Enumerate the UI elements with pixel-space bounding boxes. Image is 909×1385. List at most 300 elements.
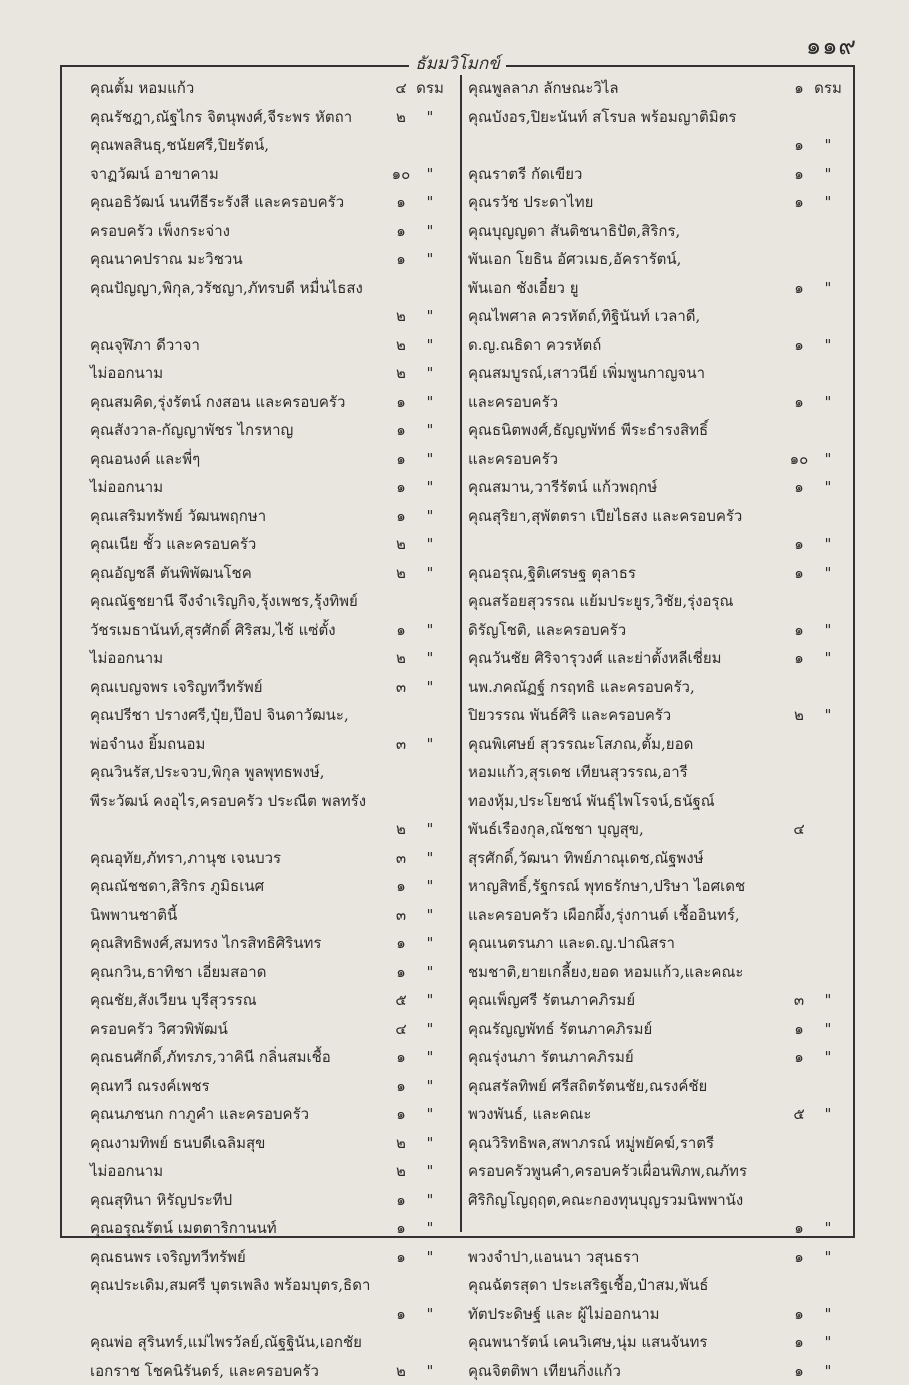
donor-name: คุณนาคปราณ มะวิชวน	[90, 245, 243, 274]
donor-line	[468, 331, 854, 360]
donation-amount: ๑	[784, 1015, 814, 1044]
donation-unit: "	[410, 1015, 450, 1044]
donation-unit: "	[410, 359, 450, 388]
donation-unit: "	[808, 1214, 848, 1243]
donor-line	[90, 502, 440, 531]
donation-amount: ๑	[784, 473, 814, 502]
donation-unit: ดรม	[808, 74, 848, 103]
donor-line	[90, 587, 440, 616]
donor-line	[90, 872, 440, 901]
donor-line	[468, 986, 854, 1015]
donation-unit: "	[808, 616, 848, 645]
donor-line	[468, 302, 854, 331]
donor-line	[90, 1214, 440, 1243]
donor-line	[90, 1129, 440, 1158]
donation-amount: ๑	[784, 188, 814, 217]
donor-name: พันธ์เรืองกุล,ณัชชา บุญสุข,	[468, 815, 644, 844]
donor-line	[468, 160, 854, 189]
donor-name: และครอบครัว เผือกผึ้ง,รุ่งกานต์ เชื้ออินทร์,	[468, 901, 740, 930]
donation-unit: "	[410, 644, 450, 673]
donor-line	[90, 416, 440, 445]
donation-amount: ๒	[386, 1157, 416, 1186]
donor-name: คุณสังวาล-กัญญาพัชร ไกรหาญ	[90, 416, 293, 445]
donation-amount: ๓	[386, 730, 416, 759]
donor-name: คุณกวิน,ธาทิชา เอี่ยมสอาด	[90, 958, 266, 987]
donation-unit: "	[808, 1300, 848, 1329]
donation-amount: ๒	[386, 1357, 416, 1385]
donor-line	[468, 1129, 854, 1158]
donor-line	[90, 245, 440, 274]
donor-line	[90, 103, 440, 132]
donor-name: คุณณัฐชยานี จึงจำเริญกิจ,รุ้งเพชร,รุ้งทิพย์	[90, 587, 358, 616]
donor-name: คุณพูลลาภ ลักษณะวิไล	[468, 74, 619, 103]
donor-line	[468, 1271, 854, 1300]
donation-amount: ๑	[386, 188, 416, 217]
donor-line	[468, 502, 854, 531]
column-divider	[460, 75, 462, 1232]
donation-unit: "	[808, 1015, 848, 1044]
donation-amount: ๑	[386, 502, 416, 531]
donor-line	[90, 359, 440, 388]
donor-name: คุณงามทิพย์ ธนบดีเฉลิมสุข	[90, 1129, 265, 1158]
donation-amount: ๑	[386, 616, 416, 645]
donor-line	[90, 1328, 440, 1357]
donor-line	[90, 644, 440, 673]
donor-line	[468, 245, 854, 274]
donation-amount: ๑	[784, 1243, 814, 1272]
donation-unit: "	[410, 160, 450, 189]
donation-amount: ๑	[784, 530, 814, 559]
donation-amount: ๔	[784, 815, 814, 844]
donor-name: ครอบครัว เพ็งกระจ่าง	[90, 217, 230, 246]
donor-name: คุณรวัช ประดาไทย	[468, 188, 593, 217]
donor-name: ไม่ออกนาม	[90, 473, 163, 502]
donor-line	[468, 103, 854, 132]
donor-name: ไม่ออกนาม	[90, 359, 163, 388]
donor-name: นพ.ภคณัฏฐ์ กรฤทธิ และครอบครัว,	[468, 673, 695, 702]
donor-line	[90, 958, 440, 987]
donor-name: คุณอธิวัฒน์ นนทีธีระรังสี และครอบครัว	[90, 188, 344, 217]
donation-amount: ๓	[386, 844, 416, 873]
donor-line	[90, 901, 440, 930]
donation-amount: ๑	[386, 245, 416, 274]
donor-line	[468, 644, 854, 673]
donor-name: เอกราช โชคนิรันดร์, และครอบครัว	[90, 1357, 319, 1385]
donation-unit: "	[808, 188, 848, 217]
donation-unit: "	[808, 274, 848, 303]
donor-line	[90, 1072, 440, 1101]
donor-name: พวงพันธ์, และคณะ	[468, 1100, 591, 1129]
donor-name: คุณณัชชดา,สิริกร ภูมิธเนศ	[90, 872, 264, 901]
donor-name: คุณบังอร,ปิยะนันท์ สโรบล พร้อมญาติมิตร	[468, 103, 736, 132]
donation-unit: "	[808, 388, 848, 417]
donation-amount: ๑	[784, 274, 814, 303]
donor-line	[90, 929, 440, 958]
donor-line	[468, 1015, 854, 1044]
donation-amount: ๑	[784, 1328, 814, 1357]
donor-name: ดิรัญโชติ, และครอบครัว	[468, 616, 626, 645]
donation-amount: ๕	[386, 986, 416, 1015]
donor-name: คุณพ่อ สุรินทร์,แม่ไพรวัลย์,ณัฐฐินัน,เอกชัย	[90, 1328, 362, 1357]
donor-name: คุณทวี ณรงค์เพชร	[90, 1072, 210, 1101]
donor-line	[468, 1214, 854, 1243]
donor-line	[468, 929, 854, 958]
donor-line	[468, 701, 854, 730]
donor-name: คุณวินรัส,ประจวบ,พิกุล พูลพุทธพงษ์,	[90, 758, 325, 787]
donation-unit: "	[410, 901, 450, 930]
donation-unit: "	[410, 1043, 450, 1072]
donor-line	[468, 388, 854, 417]
donation-amount: ๑	[784, 644, 814, 673]
donor-line	[90, 131, 440, 160]
donation-amount: ๑	[386, 1043, 416, 1072]
donor-name: หอมแก้ว,สุรเดช เทียนสุวรรณ,อารี	[468, 758, 688, 787]
donation-amount: ๑	[386, 416, 416, 445]
donor-line	[90, 331, 440, 360]
donor-line	[468, 1328, 854, 1357]
donor-name: คุณอรุณรัตน์ เมตตาริกานนท์	[90, 1214, 277, 1243]
donor-name: คุณสมาน,วารีรัตน์ แก้วพฤกษ์	[468, 473, 657, 502]
donation-amount: ๑	[784, 388, 814, 417]
donation-unit: "	[410, 815, 450, 844]
donor-line	[468, 901, 854, 930]
donor-line	[468, 673, 854, 702]
donation-unit: "	[808, 986, 848, 1015]
donor-name: ทัตประดิษฐ์ และ ผู้ไม่ออกนาม	[468, 1300, 660, 1329]
donation-amount: ๑	[784, 1357, 814, 1385]
donor-line	[90, 559, 440, 588]
donation-unit: "	[410, 1300, 450, 1329]
donation-amount: ๑	[386, 388, 416, 417]
donation-amount: ๔	[386, 74, 416, 103]
donation-unit: "	[410, 445, 450, 474]
donor-name: คุณธนพร เจริญทวีทรัพย์	[90, 1243, 246, 1272]
donor-line	[90, 274, 440, 303]
donor-name: คุณสุริยา,สุพัตตรา เปียไธสง และครอบครัว	[468, 502, 742, 531]
donor-name: ด.ญ.ณธิดา ควรหัตถ์	[468, 331, 601, 360]
donor-line	[90, 74, 440, 103]
donor-line	[468, 416, 854, 445]
donation-amount: ๒	[386, 103, 416, 132]
donation-unit: "	[808, 1043, 848, 1072]
donation-unit: "	[410, 302, 450, 331]
donor-name: คุณชัย,สังเวียน บุรีสุวรรณ	[90, 986, 257, 1015]
donation-amount: ๑	[386, 445, 416, 474]
donor-line	[468, 958, 854, 987]
donor-line	[90, 217, 440, 246]
donor-line	[468, 844, 854, 873]
donor-line	[90, 673, 440, 702]
donation-amount: ๑๐	[784, 445, 814, 474]
donor-line	[468, 872, 854, 901]
donation-amount: ๑	[386, 1300, 416, 1329]
donation-amount: ๑๐	[386, 160, 416, 189]
donor-name: วัชรเมธานันท์,สุรศักดิ์ ศิริสม,ไช้ แซ่ตั้ง	[90, 616, 336, 645]
left-donor-column	[90, 74, 440, 1385]
donor-name: คุณธนศักดิ์,ภัทรภร,วาคินี กลิ่นสมเชื้อ	[90, 1043, 331, 1072]
donor-name: คุณเบญจพร เจริญทวีทรัพย์	[90, 673, 263, 702]
donation-amount: ๑	[784, 1214, 814, 1243]
donor-line	[468, 1100, 854, 1129]
donation-amount: ๑	[386, 958, 416, 987]
donor-line	[90, 730, 440, 759]
donor-name: คุณรุ่งนภา รัตนภาคภิรมย์	[468, 1043, 634, 1072]
donor-line	[468, 530, 854, 559]
donor-name: คุณเพ็ญศรี รัตนภาคภิรมย์	[468, 986, 635, 1015]
donor-name: คุณเนีย ชั้ว และครอบครัว	[90, 530, 256, 559]
donor-name: คุณรัญญพัทธ์ รัตนภาคภิรมย์	[468, 1015, 652, 1044]
donation-unit: "	[410, 673, 450, 702]
donor-name: คุณสิทธิพงศ์,สมทรง ไกรสิทธิศิรินทร	[90, 929, 321, 958]
donation-unit: "	[410, 502, 450, 531]
right-donor-column	[468, 74, 854, 1385]
donation-unit: "	[410, 1214, 450, 1243]
donor-name: ครอบครัวพูนคำ,ครอบครัวเผื่อนพิภพ,ณภัทร	[468, 1157, 747, 1186]
donor-line	[90, 473, 440, 502]
donor-name: คุณอัญชลี ตันพิพัฒนโชค	[90, 559, 252, 588]
donation-amount: ๑	[386, 1072, 416, 1101]
donation-unit: "	[410, 1072, 450, 1101]
donation-amount: ๑	[386, 1214, 416, 1243]
donor-line	[468, 188, 854, 217]
donor-line	[468, 559, 854, 588]
donation-amount: ๑	[784, 160, 814, 189]
donation-amount: ๒	[386, 302, 416, 331]
donor-line	[90, 1271, 440, 1300]
donor-name: ไม่ออกนาม	[90, 644, 163, 673]
donation-unit: "	[410, 1157, 450, 1186]
donation-amount: ๓	[784, 986, 814, 1015]
donation-amount: ๒	[386, 559, 416, 588]
donation-amount: ๒	[386, 644, 416, 673]
donor-name: คุณอุทัย,ภัทรา,ภานุช เจนบวร	[90, 844, 281, 873]
donor-name: จาฏวัฒน์ อาขาคาม	[90, 160, 219, 189]
donation-unit: "	[410, 616, 450, 645]
donor-name: คุณสุทินา หิรัญประทีป	[90, 1186, 232, 1215]
donor-name: นิพพานชาตินี้	[90, 901, 177, 930]
donor-name: คุณตั้ม หอมแก้ว	[90, 74, 194, 103]
donation-unit: "	[808, 131, 848, 160]
donor-name: คุณวันชัย ศิริจารุวงศ์ และย่าตั้งหลีเชี่ยม	[468, 644, 722, 673]
donation-amount: ๑	[784, 559, 814, 588]
donor-line	[468, 787, 854, 816]
donor-name: พีระวัฒน์ คงอุไร,ครอบครัว ประณีต พลทรัง	[90, 787, 366, 816]
donation-unit: "	[410, 730, 450, 759]
donor-line	[468, 1243, 854, 1272]
donation-amount: ๑	[386, 929, 416, 958]
donor-line	[468, 1300, 854, 1329]
donor-line	[90, 445, 440, 474]
donor-name: พันเอก โยธิน อัศวเมธ,อัครารัตน์,	[468, 245, 681, 274]
donation-unit: "	[808, 1243, 848, 1272]
donor-line	[90, 758, 440, 787]
donor-line	[90, 1043, 440, 1072]
donor-name: คุณปรีชา ปรางศรี,ปุ๋ย,ป๊อป จินดาวัฒนะ,	[90, 701, 349, 730]
donor-line	[468, 616, 854, 645]
donor-line	[468, 131, 854, 160]
donation-amount: ๔	[386, 1015, 416, 1044]
donation-unit: "	[410, 872, 450, 901]
donor-line	[90, 1186, 440, 1215]
header-title: ธัมมวิโมกข์	[409, 54, 506, 74]
donation-amount: ๒	[386, 331, 416, 360]
donation-unit: "	[808, 701, 848, 730]
donor-line	[90, 530, 440, 559]
donor-line	[90, 1100, 440, 1129]
donor-name: และครอบครัว	[468, 388, 558, 417]
donor-line	[468, 359, 854, 388]
donor-name: ชมชาติ,ยายเกลี้ยง,ยอด หอมแก้ว,และคณะ	[468, 958, 743, 987]
donation-unit: "	[410, 188, 450, 217]
donation-unit: "	[808, 445, 848, 474]
donation-amount: ๑	[784, 1300, 814, 1329]
donation-amount: ๓	[386, 673, 416, 702]
donation-unit: "	[808, 530, 848, 559]
donation-amount: ๑	[784, 331, 814, 360]
donor-name: คุณสรัลทิพย์ ศรีสถิตรัตนชัย,ณรงค์ชัย	[468, 1072, 707, 1101]
donor-line	[468, 473, 854, 502]
donation-unit: "	[410, 245, 450, 274]
donation-unit: "	[808, 473, 848, 502]
donation-unit: "	[410, 473, 450, 502]
donor-line	[90, 302, 440, 331]
donor-name: ทองหุ้ม,ประโยชน์ พันธุ์ไพโรจน์,ธนัฐณ์	[468, 787, 715, 816]
donor-name: คุณสมบูรณ์,เสาวนีย์ เพิ่มพูนกาญจนา	[468, 359, 705, 388]
donor-name: ปิยวรรณ พันธ์ศิริ และครอบครัว	[468, 701, 671, 730]
donor-line	[468, 815, 854, 844]
donation-unit: "	[410, 331, 450, 360]
donation-amount: ๑	[784, 74, 814, 103]
donor-line	[468, 274, 854, 303]
donor-name: คุณไพศาล ควรหัตถ์,ทิฐินันท์ เวลาดี,	[468, 302, 700, 331]
donation-amount: ๓	[386, 901, 416, 930]
donor-line	[90, 188, 440, 217]
donor-name: ไม่ออกนาม	[90, 1157, 163, 1186]
donor-line	[90, 388, 440, 417]
donation-amount: ๑	[386, 473, 416, 502]
donor-name: คุณฉัตรสุดา ประเสริฐเชื้อ,ป๋าสม,พันธ์	[468, 1271, 708, 1300]
donor-line	[90, 1357, 440, 1385]
donation-amount: ๑	[386, 872, 416, 901]
donor-line	[90, 986, 440, 1015]
donor-name: คุณธนิตพงศ์,ธัญญพัทธ์ พีระธำรงสิทธิ์	[468, 416, 708, 445]
donor-name: คุณอรุณ,ฐิติเศรษฐ ตุลาธร	[468, 559, 636, 588]
donation-unit: "	[410, 217, 450, 246]
donor-line	[468, 1157, 854, 1186]
donation-amount: ๒	[386, 359, 416, 388]
donation-unit: "	[410, 388, 450, 417]
donor-line	[468, 1043, 854, 1072]
donor-name: คุณวิริทธิพล,สพาภรณ์ หมู่พยัคฆ์,ราตรี	[468, 1129, 714, 1158]
donation-unit: "	[410, 1357, 450, 1385]
donation-unit: "	[410, 1100, 450, 1129]
donation-amount: ๒	[784, 701, 814, 730]
donor-line	[468, 445, 854, 474]
donor-line	[90, 160, 440, 189]
donation-unit: "	[410, 416, 450, 445]
donor-name: พันเอก ชังเอี๋ยว ยู	[468, 274, 579, 303]
donation-amount: ๑	[784, 616, 814, 645]
donation-amount: ๑	[784, 131, 814, 160]
donor-name: คุณเสริมทรัพย์ วัฒนพฤกษา	[90, 502, 266, 531]
donor-name: คุณจุฬิภา ดีวาจา	[90, 331, 200, 360]
page-number: ๑๑๙	[806, 26, 857, 65]
donor-line	[468, 1357, 854, 1385]
donor-name: คุณเนตรนภา และด.ญ.ปาณิสรา	[468, 929, 675, 958]
donor-line	[90, 1243, 440, 1272]
donor-name: คุณอนงค์ และพี่ๆ	[90, 445, 200, 474]
donation-amount: ๕	[784, 1100, 814, 1129]
donor-line	[468, 587, 854, 616]
donation-unit: "	[410, 1129, 450, 1158]
donation-unit: "	[410, 559, 450, 588]
donation-unit: "	[808, 1328, 848, 1357]
donor-name: คุณจิตติพา เทียนกิ่งแก้ว	[468, 1357, 621, 1385]
donor-line	[90, 1015, 440, 1044]
donation-unit: "	[410, 986, 450, 1015]
donor-name: คุณสมคิด,รุ่งรัตน์ กงสอน และครอบครัว	[90, 388, 345, 417]
donor-name: พวงจำปา,แอนนา วสุนธรา	[468, 1243, 639, 1272]
donation-amount: ๒	[386, 530, 416, 559]
donor-line	[468, 730, 854, 759]
donor-line	[468, 1072, 854, 1101]
donation-unit: "	[808, 1357, 848, 1385]
donation-amount: ๒	[386, 815, 416, 844]
donation-unit: "	[410, 929, 450, 958]
donor-name: ครอบครัว วิศวพิพัฒน์	[90, 1015, 228, 1044]
donation-unit: "	[410, 844, 450, 873]
donation-amount: ๑	[784, 1043, 814, 1072]
donor-line	[468, 74, 854, 103]
donor-name: พ่อจำนง ยิ้มถนอม	[90, 730, 205, 759]
donation-amount: ๒	[386, 1129, 416, 1158]
donor-name: คุณพนารัตน์ เคนวิเศษ,นุ่ม แสนจันทร	[468, 1328, 707, 1357]
donor-name: และครอบครัว	[468, 445, 558, 474]
donor-line	[90, 844, 440, 873]
donation-unit: "	[808, 559, 848, 588]
donor-name: คุณปัญญา,พิกุล,วรัชญา,ภัทรบดี หมื่นไธสง	[90, 274, 363, 303]
donor-line	[90, 701, 440, 730]
donor-line	[90, 787, 440, 816]
donation-unit: ดรม	[410, 74, 450, 103]
donor-line	[90, 1300, 440, 1329]
donor-name: คุณราตรี กัดเขียว	[468, 160, 582, 189]
donation-unit: "	[410, 530, 450, 559]
donor-line	[90, 815, 440, 844]
donation-amount: ๑	[386, 1243, 416, 1272]
donor-name: คุณนภชนก กาภูคำ และครอบครัว	[90, 1100, 309, 1129]
donor-name: คุณประเดิม,สมศรี บุตรเพลิง พร้อมบุตร,ธิดา	[90, 1271, 370, 1300]
donation-amount: ๑	[386, 1100, 416, 1129]
donation-amount: ๑	[386, 1186, 416, 1215]
donor-name: คุณพิเศษย์ สุวรรณะโสภณ,ตั้ม,ยอด	[468, 730, 693, 759]
donor-line	[90, 616, 440, 645]
donor-name: คุณพลสินธุ,ชนัยศรี,ปิยรัตน์,	[90, 131, 269, 160]
donor-name: คุณสร้อยสุวรรณ แย้มประยูร,วิชัย,รุ่งอรุณ	[468, 587, 733, 616]
donation-unit: "	[808, 644, 848, 673]
donation-unit: "	[410, 958, 450, 987]
donation-unit: "	[808, 160, 848, 189]
donation-unit: "	[808, 331, 848, 360]
donation-unit: "	[808, 1100, 848, 1129]
donation-unit: "	[410, 1186, 450, 1215]
donor-line	[468, 758, 854, 787]
donation-amount: ๑	[386, 217, 416, 246]
donor-name: หาญสิทธิ์,รัฐกรณ์ พุทธรักษา,ปริษา ไอศเดช	[468, 872, 745, 901]
donor-line	[468, 1186, 854, 1215]
donor-name: ศิริกิญโญฤฤต,คณะกองทุนบุญรวมนิพพานัง	[468, 1186, 743, 1215]
donation-unit: "	[410, 1243, 450, 1272]
